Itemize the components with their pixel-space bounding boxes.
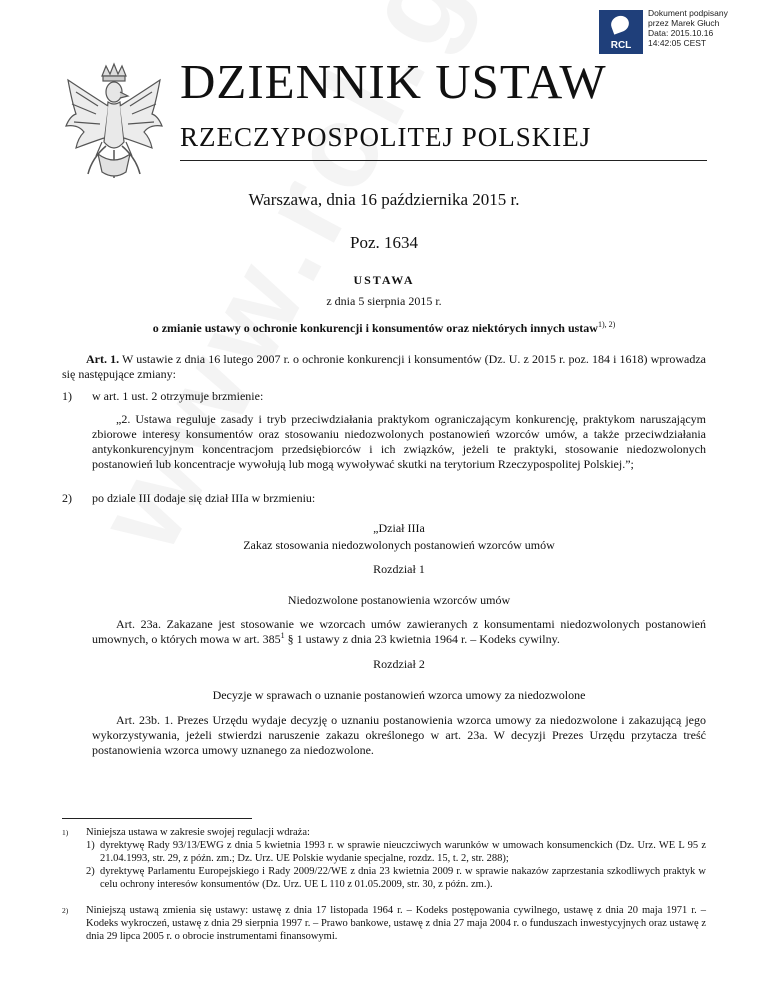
division-title: Zakaz stosowania niedozwolonych postanowień wzorców umów [243, 538, 555, 552]
footnote-rule [62, 818, 252, 819]
footnote-2-mark: 2) [62, 906, 69, 915]
footnote-2 [62, 904, 706, 943]
article-1-label: Art. 1. [86, 352, 120, 366]
point-2-number: 2) [62, 491, 72, 505]
signature-line: przez Marek Głuch [648, 18, 720, 28]
chapter-2-title: Decyzje w sprawach o uznanie postanowień wzorca umowy za niedozwolone [212, 688, 586, 702]
article-1-text: W ustawie z dnia 16 lutego 2007 r. o ochronie konkurencji i konsumentów (Dz. U. z 2015 r. poz. 184 i 1618) wprowadza się następujące zmiany: [62, 352, 706, 381]
rcl-logo-icon [599, 10, 643, 54]
footnote-1-item-text: dyrektywę Rady 93/13/EWG z dnia 5 kwietnia 1993 r. w sprawie nieuczciwych warunków w umowach konsumenckich (Dz. Urz. WE L 95 z 21.04.1993, str. 29, z późn. zm.; Dz. Urz. UE Polskie wydanie specjalne, rozdz. 15, t. 2, str. 288); [100, 840, 706, 864]
journal-subtitle: RZECZYPOSPOLITEJ POLSKIEJ [180, 122, 592, 152]
article-23a [92, 617, 706, 647]
footnote-1-mark: 1) [62, 828, 69, 837]
footnote-1-item-number: 1) [86, 840, 95, 851]
signature-line: Dokument podpisany [648, 8, 728, 18]
division-heading: „Dział IIIa [373, 521, 425, 535]
point-1-number: 1) [62, 389, 72, 403]
act-type: USTAWA [353, 273, 415, 287]
footnote-2-text: Niniejszą ustawą zmienia się ustawy: ustawę z dnia 17 listopada 1964 r. – Kodeks postępowania cywilnego, ustawę z dnia 20 maja 1971 r. – Kodeks wykroczeń, ustawę z dnia 29 sierpnia 1997 r. – Prawo bankowe, ustawę z dnia 27 maja 2004 r. o funduszach inwestycyjnych oraz ustawę z dnia 29 lipca 2005 r. o obrocie instrumentami finansowymi. [86, 905, 706, 942]
article-23a-superscript: 1 [280, 631, 285, 640]
digital-signature [599, 10, 749, 56]
point-1-text: w art. 1 ust. 2 otrzymuje brzmienie: [92, 389, 264, 403]
chapter-1-heading: Rozdział 1 [373, 562, 425, 576]
footnote-1-item-number: 2) [86, 866, 95, 877]
act-title-text: o zmianie ustawy o ochronie konkurencji i konsumentów oraz niektórych innych ustaw [152, 321, 598, 335]
point-2-text: po dziale III dodaje się dział IIIa w brzmieniu: [92, 491, 316, 505]
journal-title: DZIENNIK USTAW [180, 54, 607, 109]
footnote-1-item [86, 839, 706, 865]
position-number: Poz. 1634 [350, 233, 418, 252]
footnote-1-item [86, 865, 706, 891]
signature-text [648, 8, 728, 48]
chapter-1-title: Niedozwolone postanowienia wzorców umów [287, 593, 511, 607]
act-date: z dnia 5 sierpnia 2015 r. [326, 294, 442, 308]
chapter-2-heading: Rozdział 2 [373, 657, 425, 671]
act-title [0, 321, 768, 336]
article-23b: Art. 23b. 1. Prezes Urzędu wydaje decyzję o uznaniu postanowienia wzorca umowy za niedozwolone i zakazującą jego wykorzystywania, jeżeli stwierdzi naruszenie zakazu określonego w art. 23a. W decyzji Prezes Urzędu przytacza treść postanowienia wzorca umowy uznanego za niedozwolone. [92, 713, 706, 757]
footnote-1-text: Niniejsza ustawa w zakresie swojej regulacji wdraża: [86, 827, 310, 838]
article-23a-text: Art. 23a. Zakazane jest stosowanie we wzorcach umów zawieranych z konsumentami niedozwolonych postanowień umownych, o których mowa w art. 385 [92, 617, 706, 646]
article-1 [62, 352, 706, 382]
signature-line: 14:42:05 CEST [648, 38, 707, 48]
rcl-logo-text: RCL [610, 40, 632, 51]
header-rule [180, 160, 707, 161]
article-23a-text-end: § 1 ustawy z dnia 23 kwietnia 1964 r. – Kodeks cywilny. [284, 632, 560, 646]
signature-line: Data: 2015.10.16 [648, 28, 714, 38]
issue-date: Warszawa, dnia 16 października 2015 r. [248, 190, 520, 209]
act-title-footnote-refs: 1), 2) [597, 320, 616, 329]
footnote-1-item-text: dyrektywę Parlamentu Europejskiego i Rady 2009/22/WE z dnia 23 kwietnia 2009 r. w sprawie nakazów zaprzestania szkodliwych praktyk w celu ochrony interesów konsumentów (Dz. Urz. UE L 110 z 01.05.2009, str. 30, z późn. zm.). [100, 866, 706, 890]
point-1-quote: „2. Ustawa reguluje zasady i tryb przeciwdziałania praktykom ograniczającym konkurencję, praktykom naruszającym zbiorowe interesy konsumentów oraz stosowaniu niedozwolonych postanowień wzorców umów, a także przeciwdziałania antykonkurencyjnym koncentracjom przedsiębiorców i ich związków, jeżeli te praktyki, stosowanie niedozwolonych postanowień lub koncentracje wywołują lub mogą wywoływać skutki na terytorium Rzeczypospolitej Polskiej.”; [92, 412, 706, 471]
eagle-emblem-icon [62, 62, 166, 186]
footnote-1 [62, 826, 706, 891]
